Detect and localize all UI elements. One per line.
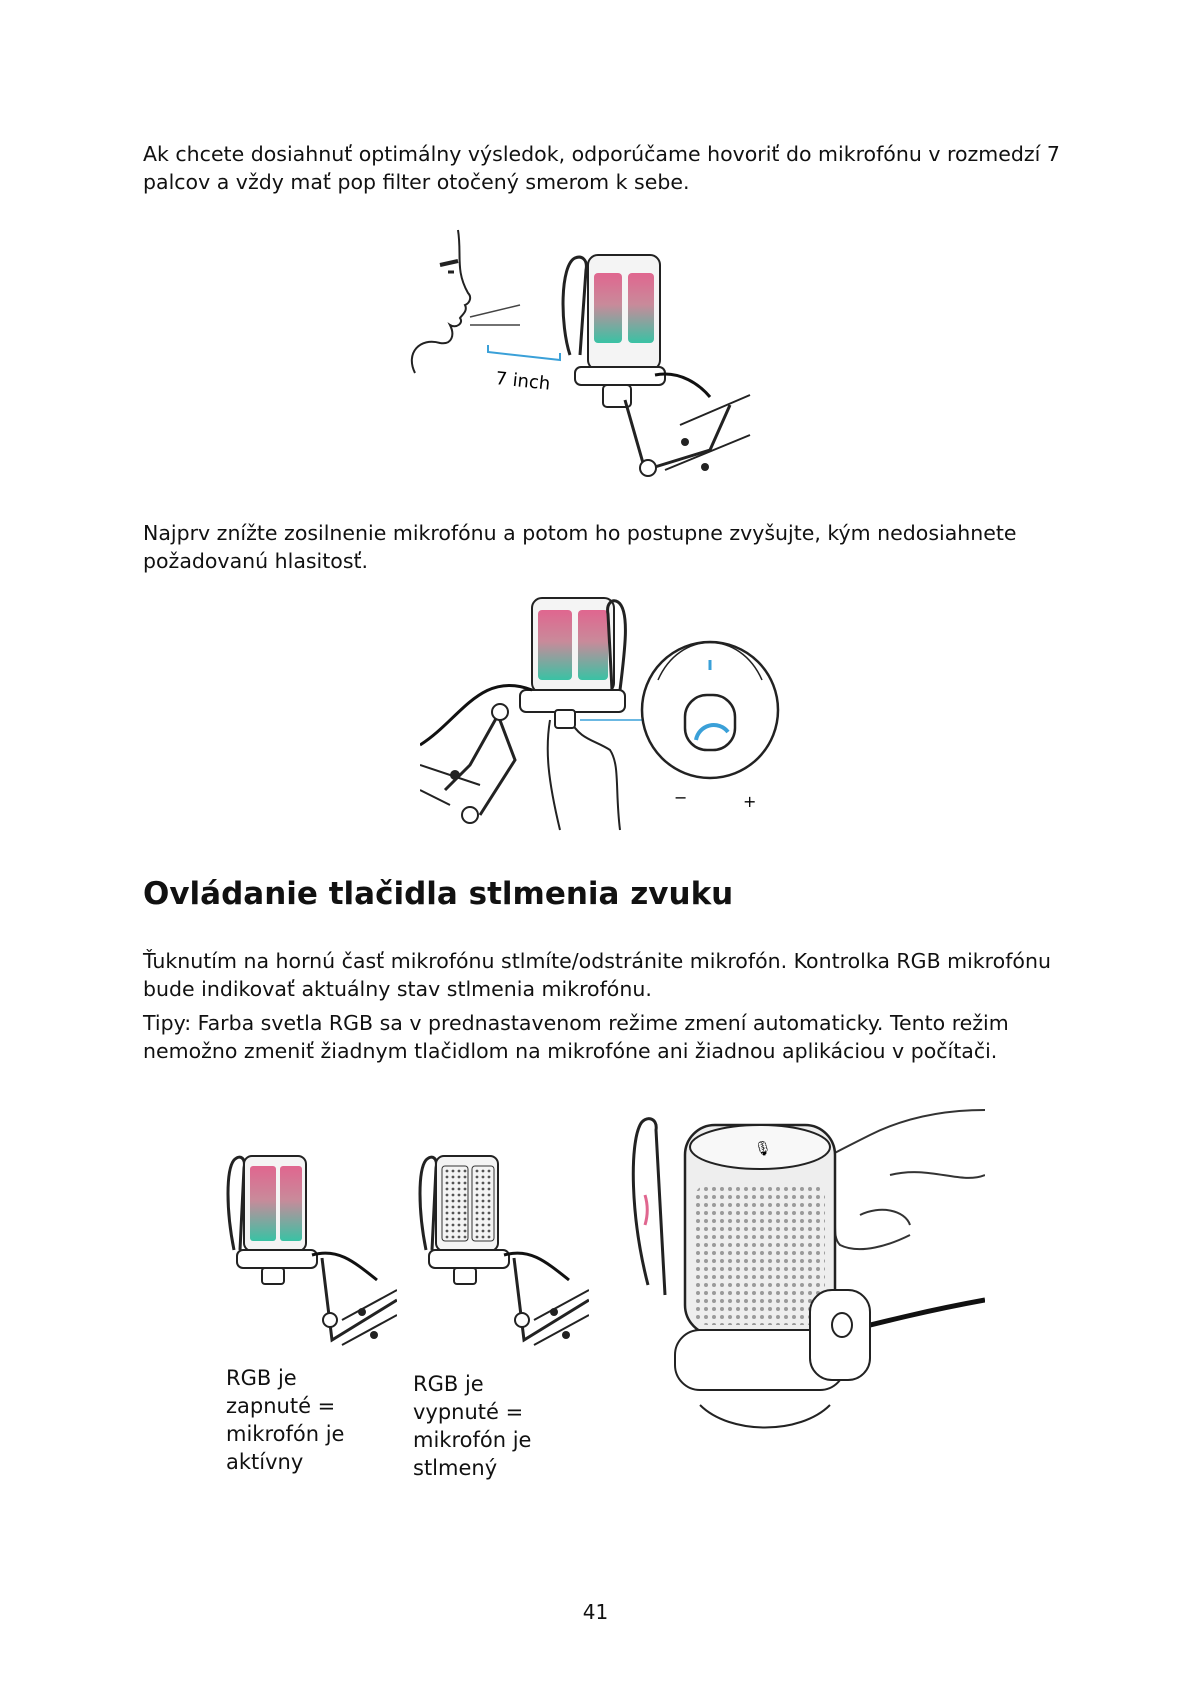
distance-line <box>488 345 560 360</box>
figure-tap-to-mute <box>630 1105 985 1445</box>
microphone-illustration <box>563 255 750 476</box>
paragraph-tap: Ťuknutím na hornú časť mikrofónu stlmíte/odstránite mikrofón. Kontrolka RGB mikrofónu bude indikovať aktuálny stav stlmenia mikrofónu. <box>143 949 1051 1001</box>
paragraph-distance: Ak chcete dosiahnuť optimálny výsledok, odporúčame hovoriť do mikrofónu v rozmedzí 7 palcov a vždy mať pop filter otočený smerom k sebe. <box>143 142 1060 194</box>
distance-label: 7 inch <box>494 368 552 395</box>
knob-minus-label: − <box>674 788 688 807</box>
page-number: 41 <box>582 1600 609 1624</box>
figure-rgb-on <box>222 1150 397 1350</box>
microphone-illustration <box>633 1119 985 1428</box>
mute-icon: 🎙 <box>754 1141 772 1157</box>
section-heading: Ovládanie tlačidla stlmenia zvuku <box>143 876 734 912</box>
caption-rgb-off: RGB je vypnuté = mikrofón je stlmený <box>413 1372 532 1480</box>
microphone-illustration <box>420 598 625 830</box>
paragraph-tips: Tipy: Farba svetla RGB sa v prednastavenom režime zmení automaticky. Tento režim nemožno zmeniť žiadnym tlačidlom na mikrofóne ani žiadnou aplikáciou v počítači. <box>143 1011 1009 1063</box>
figure-rgb-off <box>414 1150 589 1350</box>
knob-zoom <box>642 642 778 811</box>
knob-plus-label: + <box>743 792 757 811</box>
caption-rgb-on: RGB je zapnuté = mikrofón je aktívny <box>226 1366 345 1474</box>
figure-speaking-distance <box>410 225 755 500</box>
paragraph-gain: Najprv znížte zosilnenie mikrofónu a potom ho postupne zvyšujte, kým nedosiahnete požadovanú hlasitosť. <box>143 521 1017 573</box>
figure-gain-knob <box>420 590 795 835</box>
voice-lines <box>470 305 520 325</box>
face-profile <box>412 230 470 373</box>
